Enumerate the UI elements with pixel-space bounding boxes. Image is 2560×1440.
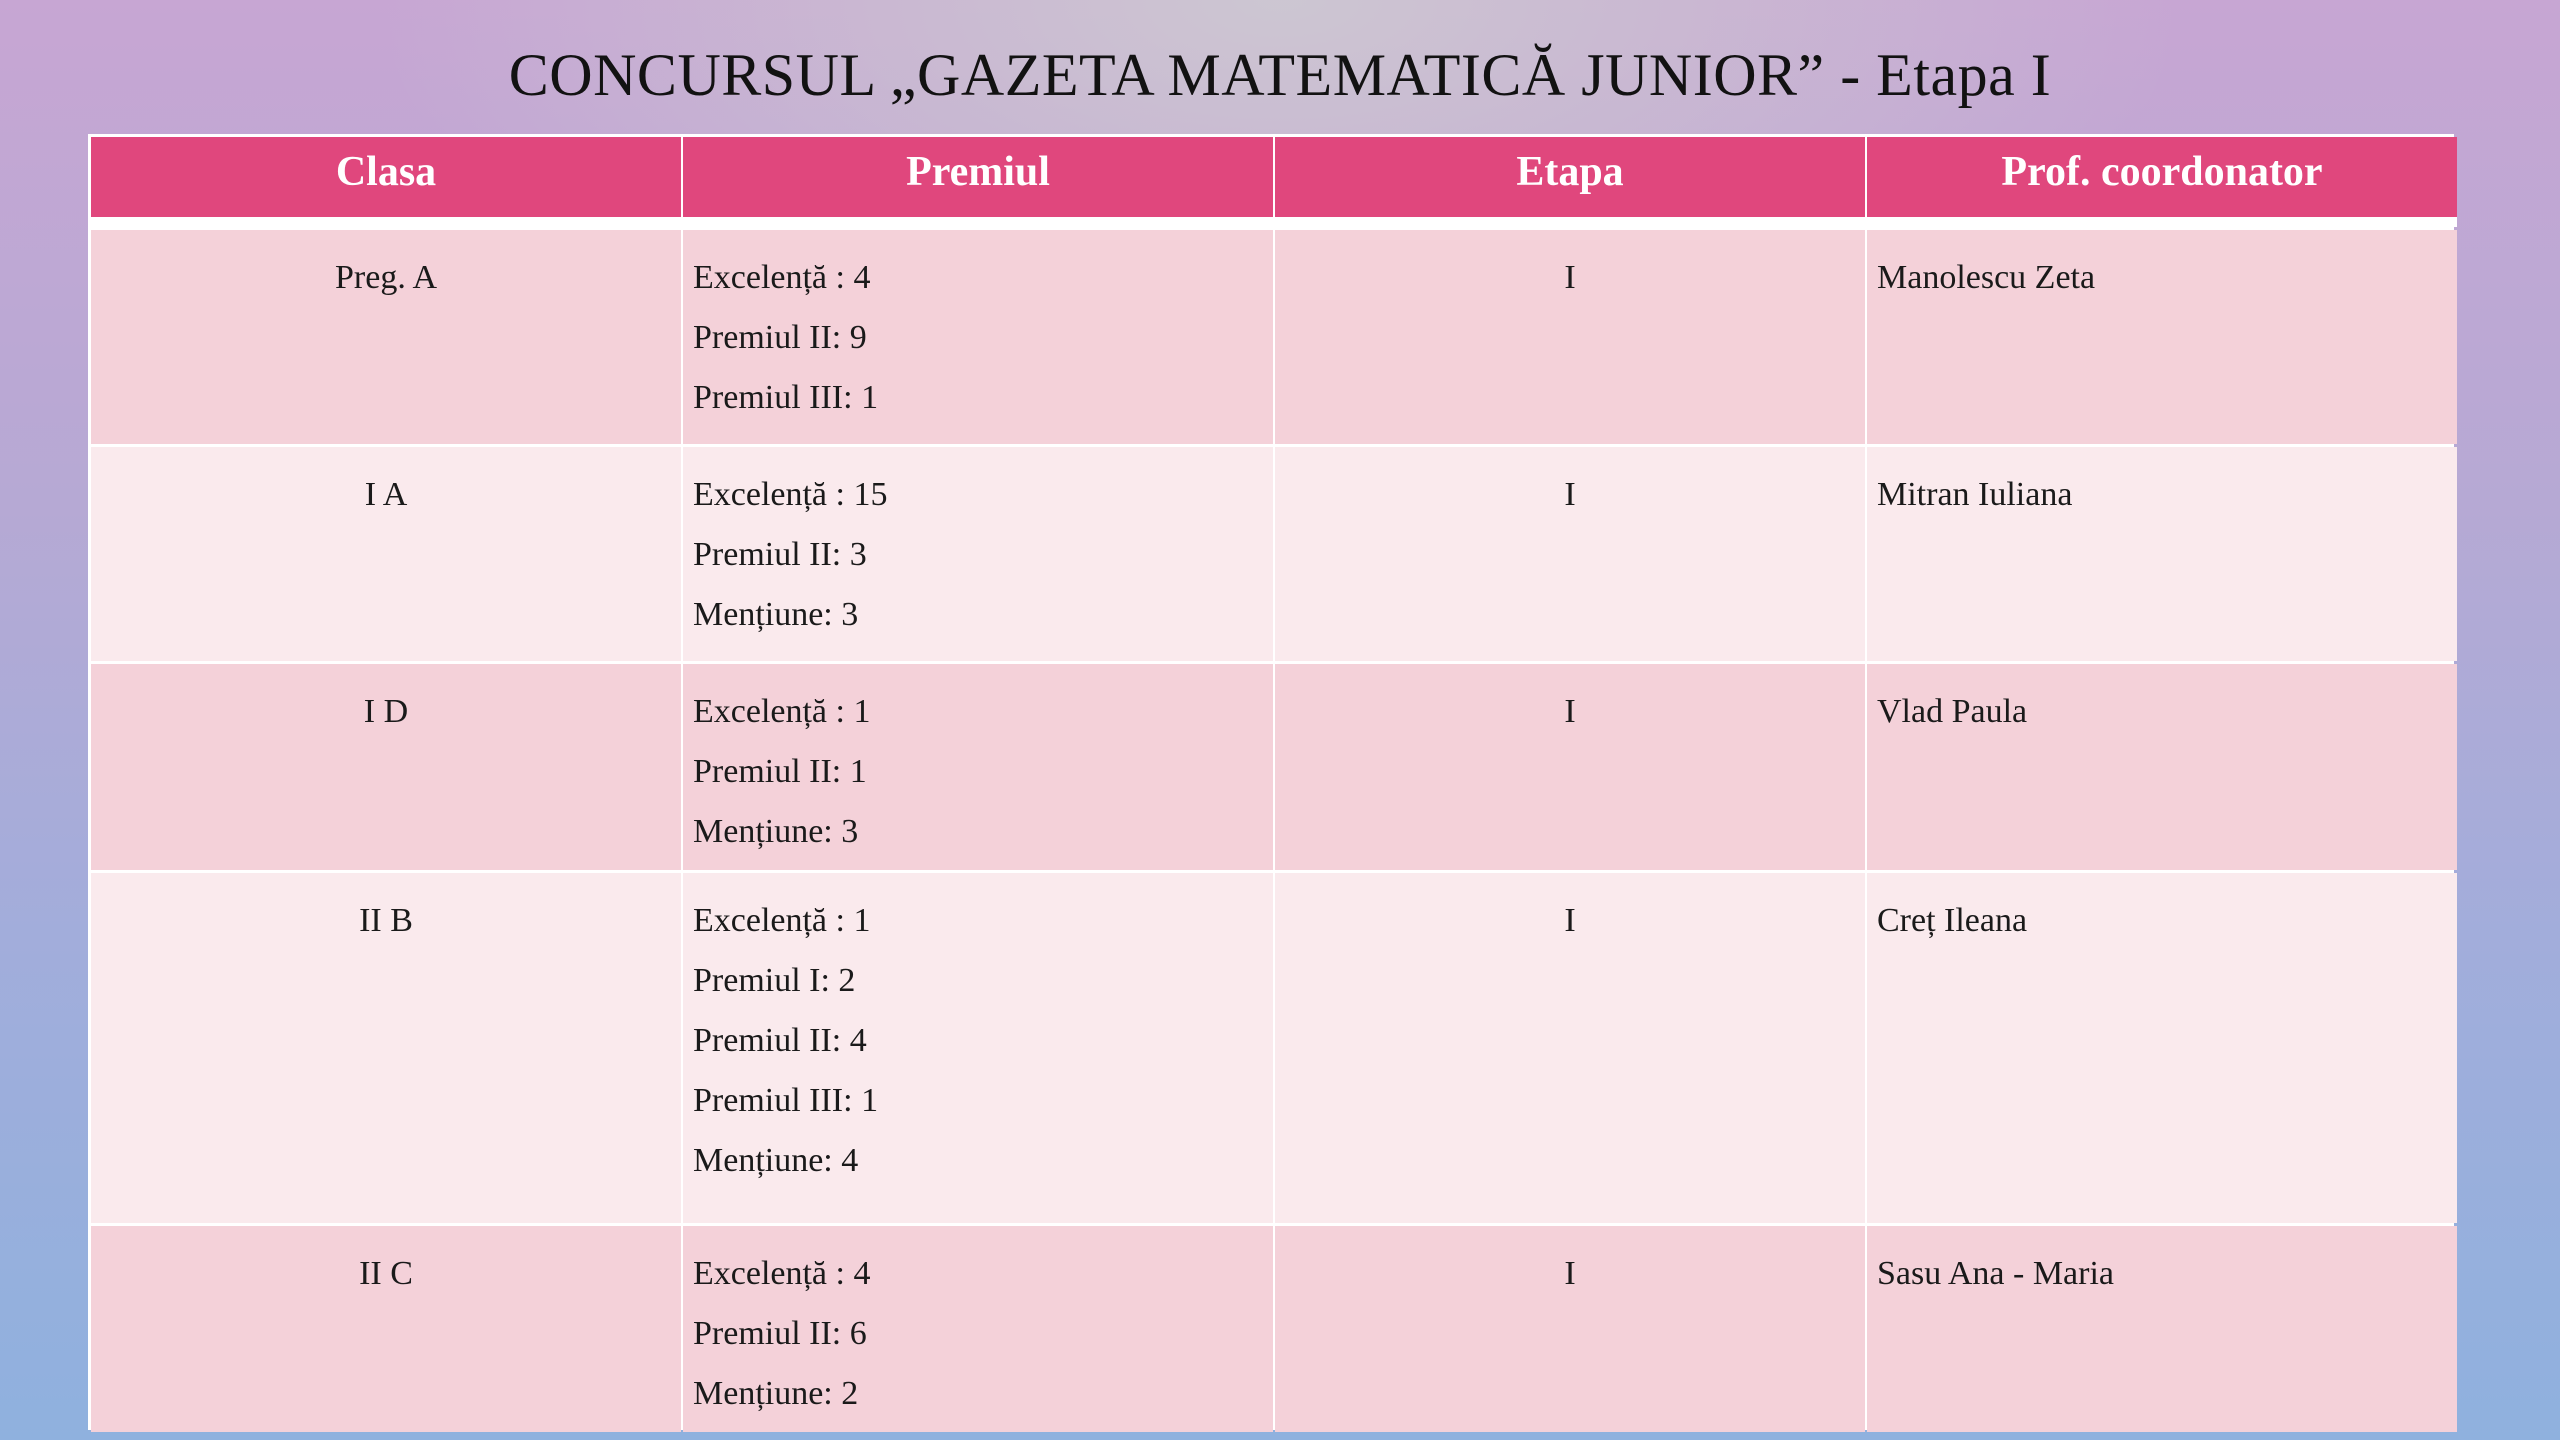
results-table: [88, 134, 2454, 1430]
table-cell-etapa: [1275, 1226, 1865, 1432]
table-cell-clasa: [91, 230, 681, 444]
table-cell-premiul: [683, 873, 1273, 1223]
table-cell-etapa: [1275, 230, 1865, 444]
cell-text: Preg. A: [335, 259, 437, 296]
table-cell-etapa: [1275, 447, 1865, 661]
prize-line: Premiul II: 4: [693, 1022, 867, 1059]
cell-text: Sasu Ana - Maria: [1877, 1255, 2115, 1292]
prize-line: Mențiune: 3: [693, 596, 859, 633]
cell-text: I D: [363, 693, 409, 730]
cell-text: I A: [364, 476, 408, 513]
prize-line: Premiul II: 3: [693, 536, 867, 573]
cell-text: I: [1564, 693, 1576, 730]
table-cell-clasa: [91, 664, 681, 870]
column-header-prof-coordonator: Prof. coordonator: [1867, 137, 2457, 227]
prize-line: Premiul II: 9: [693, 319, 867, 356]
prize-line: Premiul I: 2: [693, 962, 856, 999]
table-cell-prof: [1867, 873, 2457, 1223]
prize-line: Premiul III: 1: [693, 1082, 879, 1119]
table-cell-etapa: [1275, 664, 1865, 870]
prize-line: Mențiune: 4: [693, 1142, 859, 1179]
cell-text: Mitran Iuliana: [1877, 476, 2073, 513]
table-cell-premiul: [683, 1226, 1273, 1432]
table-cell-premiul: [683, 447, 1273, 661]
table-cell-clasa: [91, 873, 681, 1223]
table-cell-prof: [1867, 447, 2457, 661]
column-header-clasa: Clasa: [91, 137, 681, 227]
cell-text: I: [1564, 902, 1576, 939]
cell-text: I: [1564, 259, 1576, 296]
cell-text: II C: [359, 1255, 413, 1292]
table-cell-prof: [1867, 230, 2457, 444]
table-cell-clasa: [91, 447, 681, 661]
prize-line: Premiul II: 1: [693, 753, 867, 790]
cell-text: II B: [359, 902, 413, 939]
prize-line: Excelență : 15: [693, 476, 888, 513]
table-cell-prof: [1867, 664, 2457, 870]
column-header-premiul: Premiul: [683, 137, 1273, 227]
page-title: CONCURSUL „GAZETA MATEMATICĂ JUNIOR” - Etapa I: [508, 42, 2052, 108]
cell-text: Vlad Paula: [1877, 693, 2028, 730]
table-cell-prof: [1867, 1226, 2457, 1432]
cell-text: Creț Ileana: [1877, 902, 2028, 939]
prize-line: Excelență : 1: [693, 693, 871, 730]
prize-line: Excelență : 4: [693, 1255, 871, 1292]
cell-text: I: [1564, 1255, 1576, 1292]
cell-text: Manolescu Zeta: [1877, 259, 2096, 296]
table-cell-clasa: [91, 1226, 681, 1432]
prize-line: Premiul III: 1: [693, 379, 879, 416]
column-header-etapa: Etapa: [1275, 137, 1865, 227]
table-cell-premiul: [683, 664, 1273, 870]
cell-text: I: [1564, 476, 1576, 513]
table-cell-premiul: [683, 230, 1273, 444]
table-cell-etapa: [1275, 873, 1865, 1223]
prize-line: Premiul II: 6: [693, 1315, 867, 1352]
prize-line: Excelență : 4: [693, 259, 871, 296]
prize-line: Excelență : 1: [693, 902, 871, 939]
prize-line: Mențiune: 3: [693, 813, 859, 850]
prize-line: Mențiune: 2: [693, 1375, 859, 1412]
